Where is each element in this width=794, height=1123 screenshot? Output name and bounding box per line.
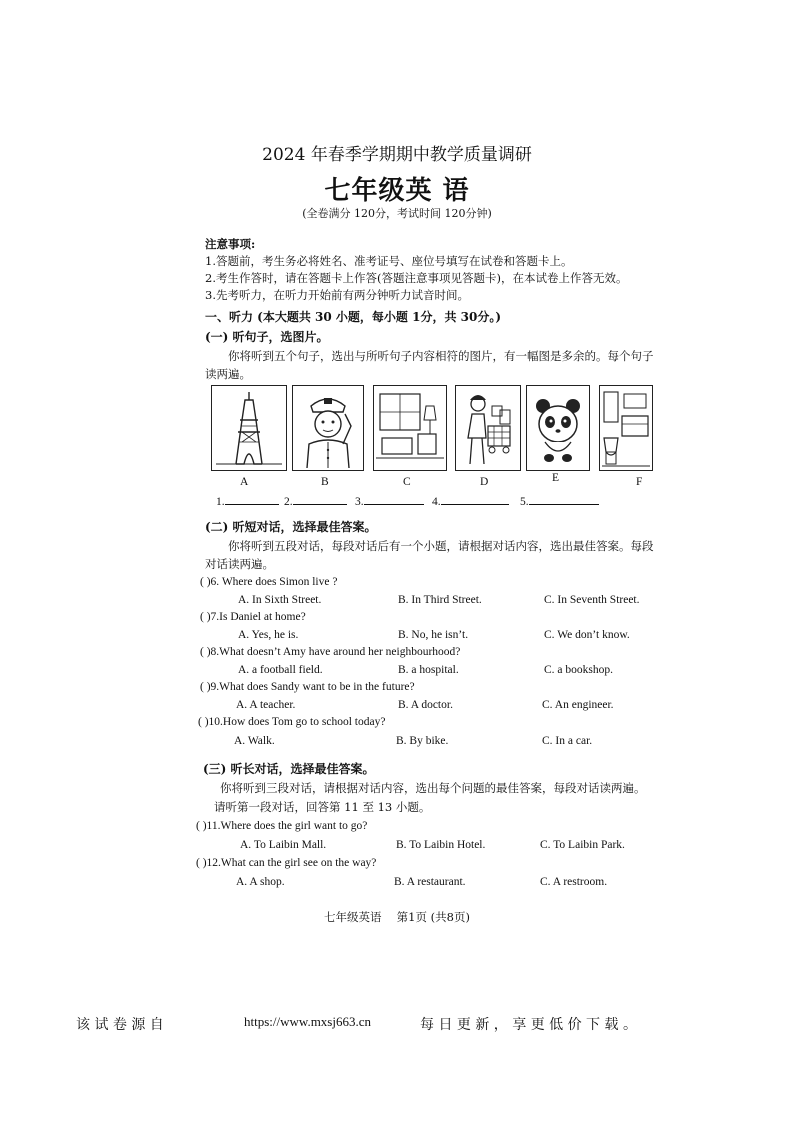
page-footer: 七年级英语 第1页 (共8页) xyxy=(324,910,470,924)
picture-a xyxy=(211,385,287,471)
q12-option-a[interactable]: A. A shop. xyxy=(236,876,285,888)
question-8: ( )8.What doesn’t Amy have around her neighbourhood? xyxy=(200,646,461,658)
picture-e xyxy=(526,385,590,471)
q8-option-a[interactable]: A. a football field. xyxy=(238,664,323,676)
blank-label: 2. xyxy=(284,496,293,508)
q10-option-b[interactable]: B. By bike. xyxy=(396,735,449,747)
picture-d xyxy=(455,385,521,471)
q11-option-a[interactable]: A. To Laibin Mall. xyxy=(240,839,327,851)
picture-letter-d: D xyxy=(480,476,489,488)
q12-option-c[interactable]: C. A restroom. xyxy=(540,876,608,888)
q7-option-c[interactable]: C. We don’t know. xyxy=(544,629,630,641)
blank-label: 1. xyxy=(216,496,225,508)
banner-url-link[interactable]: https://www.mxsj663.cn xyxy=(244,1014,371,1029)
picture-letter-c: C xyxy=(403,476,411,488)
blank-label: 5. xyxy=(520,496,529,508)
part3-instruction-2: 请听第一段对话，回答第 11 至 13 小题。 xyxy=(214,800,431,814)
q6-option-b[interactable]: B. In Third Street. xyxy=(398,594,482,606)
q6-option-a[interactable]: A. In Sixth Street. xyxy=(238,594,322,606)
blank-line xyxy=(441,492,509,505)
q7-option-a[interactable]: A. Yes, he is. xyxy=(238,629,299,641)
part2-instruction-2: 对话读两遍。 xyxy=(205,557,274,571)
picture-b xyxy=(292,385,364,471)
answer-blank-3[interactable] xyxy=(355,492,424,508)
blank-label: 3. xyxy=(355,496,364,508)
notice-item-3: 3.先考听力，在听力开始前有两分钟听力试音时间。 xyxy=(205,288,469,302)
question-10: ( )10.How does Tom go to school today? xyxy=(198,716,386,728)
part1-heading: (一) 听句子，选图片。 xyxy=(205,330,329,344)
question-6: ( )6. Where does Simon live ? xyxy=(200,576,338,588)
notice-heading: 注意事项: xyxy=(205,237,256,251)
q9-option-c[interactable]: C. An engineer. xyxy=(542,699,614,711)
q11-option-b[interactable]: B. To Laibin Hotel. xyxy=(396,839,486,851)
shopping-woman-icon xyxy=(456,386,520,470)
question-11: ( )11.Where does the girl want to go? xyxy=(196,820,368,832)
q11-option-c[interactable]: C. To Laibin Park. xyxy=(540,839,625,851)
picture-letter-f: F xyxy=(636,476,643,488)
part3-instruction-1: 你将听到三段对话，请根据对话内容，选出每个问题的最佳答案，每段对话读两遍。 xyxy=(220,781,646,795)
question-12: ( )12.What can the girl see on the way? xyxy=(196,857,377,869)
blank-line xyxy=(529,492,599,505)
answer-blank-2[interactable] xyxy=(284,492,347,508)
q6-option-c[interactable]: C. In Seventh Street. xyxy=(544,594,640,606)
answer-blank-5[interactable] xyxy=(520,492,599,508)
q8-option-b[interactable]: B. a hospital. xyxy=(398,664,459,676)
part2-heading: (二) 听短对话，选择最佳答案。 xyxy=(205,520,377,534)
question-7: ( )7.Is Daniel at home? xyxy=(200,611,306,623)
eiffel-tower-icon xyxy=(212,386,286,470)
score-note: (全卷满分 120分，考试时间 120分钟) xyxy=(302,207,492,220)
notice-item-1: 1.答题前，考生务必将姓名、准考证号、座位号填写在试卷和答题卡上。 xyxy=(205,254,573,268)
answer-blank-4[interactable] xyxy=(432,492,509,508)
banner-right-text: 每 日 更 新 ， 享 更 低 价 下 载 。 xyxy=(420,1017,637,1033)
q12-option-b[interactable]: B. A restaurant. xyxy=(394,876,466,888)
blank-line xyxy=(364,492,424,505)
section1-heading: 一、听力 (本大题共 30 小题，每小题 1分，共 30分。) xyxy=(205,310,501,324)
living-room-icon xyxy=(374,386,446,470)
exam-subtitle: 七年级英 语 xyxy=(324,176,470,206)
notice-item-2: 2.考生作答时，请在答题卡上作答(答题注意事项见答题卡)，在本试卷上作答无效。 xyxy=(205,271,628,285)
exam-title: 2024 年春季学期期中教学质量调研 xyxy=(262,145,532,165)
picture-c xyxy=(373,385,447,471)
policeman-icon xyxy=(293,386,363,470)
bathroom-icon xyxy=(600,386,652,470)
answer-blank-1[interactable] xyxy=(216,492,279,508)
blank-line xyxy=(293,492,347,505)
part1-instruction-1: 你将听到五个句子，选出与所听句子内容相符的图片，有一幅图是多余的。每个句子 xyxy=(228,349,654,363)
blank-label: 4. xyxy=(432,496,441,508)
part3-heading: (三) 听长对话，选择最佳答案。 xyxy=(203,762,375,776)
part2-instruction-1: 你将听到五段对话，每段对话后有一个小题，请根据对话内容，选出最佳答案。每段 xyxy=(228,539,654,553)
question-9: ( )9.What does Sandy want to be in the future? xyxy=(200,681,415,693)
part1-instruction-2: 读两遍。 xyxy=(205,367,251,381)
q8-option-c[interactable]: C. a bookshop. xyxy=(544,664,613,676)
banner-left-text: 该 试 卷 源 自 xyxy=(76,1017,164,1033)
picture-letter-a: A xyxy=(240,476,249,488)
q9-option-a[interactable]: A. A teacher. xyxy=(236,699,296,711)
picture-letter-b: B xyxy=(321,476,329,488)
q10-option-a[interactable]: A. Walk. xyxy=(234,735,275,747)
q9-option-b[interactable]: B. A doctor. xyxy=(398,699,453,711)
picture-f xyxy=(599,385,653,471)
blank-line xyxy=(225,492,279,505)
q10-option-c[interactable]: C. In a car. xyxy=(542,735,593,747)
panda-icon xyxy=(527,386,589,470)
picture-letter-e: E xyxy=(552,472,560,484)
q7-option-b[interactable]: B. No, he isn’t. xyxy=(398,629,469,641)
